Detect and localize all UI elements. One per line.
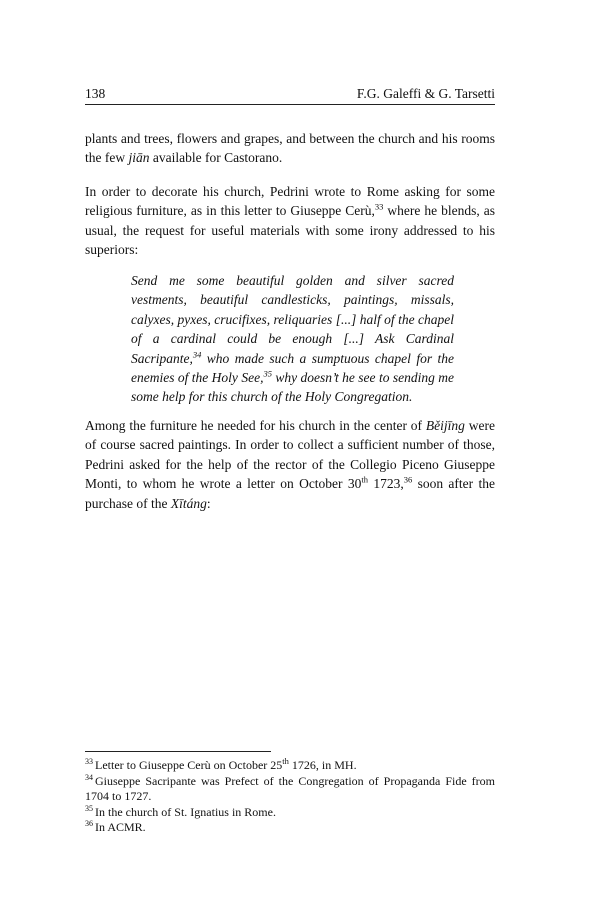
- footnote-rule: [85, 751, 271, 752]
- footnote-ref-36[interactable]: 36: [403, 474, 413, 485]
- footnote-ref-35[interactable]: 35: [263, 368, 272, 379]
- running-header: [85, 86, 495, 104]
- paragraph-1: plants and trees, flowers and grapes, and between the church and his rooms the few jiān available for Castorano.: [85, 131, 495, 166]
- running-head-authors: F.G. Galeffi & G. Tarsetti: [356, 86, 495, 101]
- term-xitang: Xītáng: [170, 495, 207, 511]
- term-beijing: Běijīng: [425, 418, 465, 433]
- footnote-ref-34[interactable]: 34: [192, 349, 202, 360]
- page-number: 138: [85, 86, 106, 101]
- footnote-35: $^{35}$ In the church of St. Ignatius in Rome.: [85, 803, 276, 819]
- footnote-33: $^{33}$ Letter to Giuseppe Cerù on October 25th 1726, in MH.: [85, 756, 357, 772]
- header-rule: [85, 104, 495, 105]
- term-jian: jiān: [128, 150, 150, 166]
- footnote-ref-33[interactable]: 33: [374, 201, 384, 212]
- footnote-36: $^{36}$ In ACMR.: [85, 819, 146, 835]
- paragraph-2: In order to decorate his church, Pedrini wrote to Rome asking for some religious furniture, as in this letter to Giuseppe Cerù,$^{33}$ where he blends, as usual, the request for useful materials with some irony addressed to his superiors:: [85, 184, 495, 258]
- paragraph-3: Among the furniture he needed for his church in the center of Běijīng were of course sacred paintings. In order to collect a sufficient number of those, Pedrini asked for the help of the rector of the Collegio Piceno Giuseppe Monti, to whom he wrote a letter on October 30th 1723,36 soon after the purchase of the Xītáng:: [85, 418, 495, 511]
- block-quote: Send me some beautiful golden and silver sacred vestments, beautiful candlesticks, paintings, missals, calyxes, pyxes, crucifixes, reliquaries [...] half of the chapel of a cardinal could be enough [...] Ask Cardinal Sacripante,$^{34}$ who made such a sumptuous chapel for the enemies of the Holy See,$^{35}$ why doesn’t he see to sending me some help for this church of the Holy Congregation.: [131, 273, 454, 405]
- footnotes: [85, 758, 495, 836]
- footnote-34: $^{34}$ Giuseppe Sacripante was Prefect of the Congregation of Propaganda Fide from 1704 to 1727.: [85, 772, 495, 804]
